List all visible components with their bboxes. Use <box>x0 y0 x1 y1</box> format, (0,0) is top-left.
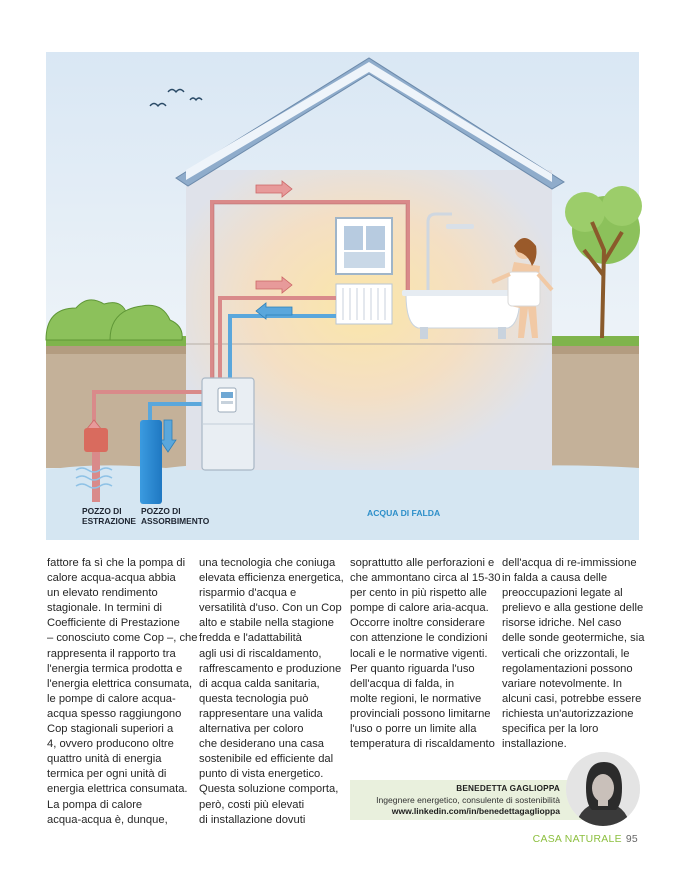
text-line: acqua-acqua è, dunque, <box>47 813 168 826</box>
text-line: verticali che orizzontali, le <box>502 647 630 660</box>
label-line: ASSORBIMENTO <box>141 516 210 526</box>
text-line: installazione. <box>502 738 567 751</box>
text-line: energia elettrica consumata. <box>47 783 188 796</box>
author-role: Ingegnere energetico, consulente di sostenibilità <box>376 795 560 805</box>
text-line: questa tecnologia può <box>199 692 309 705</box>
heat-pump-unit <box>202 378 254 470</box>
text-line: regolamentazioni possono <box>502 662 633 675</box>
text-line: elevata efficienza energetica, <box>199 572 344 585</box>
text-line: temperatura di riscaldamento <box>350 738 495 751</box>
text-line: in falda a causa delle <box>502 572 608 585</box>
groundwater-label: ACQUA DI FALDA <box>367 508 441 518</box>
article-column-3 <box>350 556 501 752</box>
text-line: quattro unità di energia <box>47 753 162 766</box>
magazine-name: CASA NATURALE <box>532 834 622 845</box>
text-line: che desiderano una casa <box>199 738 325 751</box>
text-line: calore acqua-acqua abbia <box>47 572 176 585</box>
author-link[interactable]: www.linkedin.com/in/benedettagaglioppa <box>391 806 560 816</box>
text-line: fredda e l'adattabilità <box>199 632 302 645</box>
text-line: rappresenta il rapporto tra <box>47 647 176 660</box>
text-line: l'energia elettrica consumata, <box>47 677 193 690</box>
text-line: però, costi più elevati <box>199 798 305 811</box>
article-column-2 <box>199 556 344 828</box>
extraction-well-label <box>82 506 136 526</box>
text-line: variare notevolmente. In <box>502 677 623 690</box>
text-line: agli usi di riscaldamento, <box>199 647 322 660</box>
article-column-1 <box>47 556 198 828</box>
text-line: alcuni casi, potrebbe essere <box>502 692 642 705</box>
text-line: La pompa di calore <box>47 798 143 811</box>
text-line: acqua spesso raggiungono <box>47 707 182 720</box>
text-line: risorse idriche. Nel caso <box>502 617 622 630</box>
text-line: provinciali possono limitarne <box>350 707 491 720</box>
page-number: 95 <box>625 834 638 845</box>
text-line: delle sonde geotermiche, sia <box>502 632 645 645</box>
text-line: un elevato rendimento <box>47 587 158 600</box>
radiator <box>336 284 392 324</box>
text-line: – conosciuto come Cop –, che <box>47 632 198 645</box>
text-line: con attenzione le condizioni <box>350 632 488 645</box>
text-line: di acqua calda sanitaria, <box>199 677 320 690</box>
label-line: POZZO DI <box>82 506 122 516</box>
text-line: soprattutto alle perforazioni e <box>350 557 495 569</box>
text-line: punto di vista energetico. <box>199 768 324 781</box>
text-line: stagionale. In termini di <box>47 602 163 615</box>
text-line: Coefficiente di Prestazione <box>47 617 180 630</box>
text-line: le pompe di calore acqua- <box>47 692 176 705</box>
text-line: alternativa per coloro <box>199 723 304 736</box>
text-line: dell'acqua di re-immissione <box>502 557 637 569</box>
page-footer <box>533 834 638 845</box>
text-line: richiesta un'autorizzazione <box>502 707 634 720</box>
text-line: che ammontano circa al 15-30 <box>350 572 501 585</box>
text-line: l'energia termica prodotta e <box>47 662 183 675</box>
text-line: dell'acqua di falda, in <box>350 677 455 690</box>
text-line: rappresentare una valida <box>199 707 323 720</box>
absorption-well-label <box>141 506 209 526</box>
text-line: di installazione dovuti <box>199 813 306 826</box>
absorption-well <box>140 420 162 504</box>
text-line: Questa soluzione comporta, <box>199 783 339 796</box>
text-line: per cento in più rispetto alle <box>350 587 487 600</box>
text-line: una tecnologia che coniuga <box>199 557 336 569</box>
text-line: termica per ogni unità di <box>47 768 167 781</box>
window <box>336 218 392 274</box>
text-line: risparmio d'acqua e <box>199 587 297 600</box>
text-line: prelievo e alla gestione delle <box>502 602 644 615</box>
label-line: ESTRAZIONE <box>82 516 136 526</box>
text-line: 4, ovvero producono oltre <box>47 738 174 751</box>
article-column-4 <box>502 556 644 752</box>
text-line: preoccupazioni legate al <box>502 587 623 600</box>
text-line: alto e stabile nella stagione <box>199 617 334 630</box>
text-line: sostenibile ed efficiente dal <box>199 753 334 766</box>
label-line: POZZO DI <box>141 506 181 516</box>
author-name: BENEDETTA GAGLIOPPA <box>456 784 560 793</box>
author-photo <box>566 752 640 826</box>
text-line: raffrescamento e produzione <box>199 662 342 675</box>
text-line: fattore fa sì che la pompa di <box>47 557 186 569</box>
text-line: molte regioni, le normative <box>350 692 482 705</box>
text-line: pompe di calore aria-acqua. <box>350 602 489 615</box>
text-line: versatilità d'uso. Con un Cop <box>199 602 342 615</box>
text-line: Per quanto riguarda l'uso <box>350 662 475 675</box>
text-line: l'uso o porre un limite alla <box>350 723 477 736</box>
text-line: locali e le normative vigenti. <box>350 647 488 660</box>
text-line: Cop stagionali superiori a <box>47 723 174 736</box>
text-line: specifica per la loro <box>502 723 599 736</box>
text-line: Occorre inoltre considerare <box>350 617 485 630</box>
